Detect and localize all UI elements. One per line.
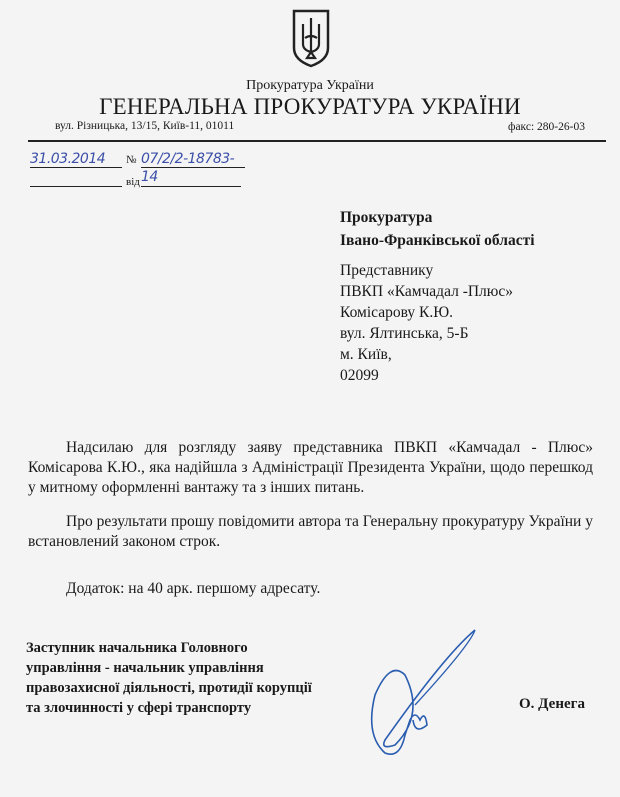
recipient-line: 02099 [340,367,379,384]
recipient-line: Представнику [340,262,434,279]
from-label: від [126,176,140,188]
header-divider [28,140,606,142]
incoming-date-line [141,176,241,187]
org-title: ГЕНЕРАЛЬНА ПРОКУРАТУРА УКРАЇНИ [99,94,521,119]
attachment-note: Додаток: на 40 арк. першому адресату. [66,580,321,597]
body-paragraph-2: Про результати прошу повідомити автора та Генеральну прокуратуру України у встановлений законом строк. [28,513,593,550]
signatory-name: О. Денега [519,696,585,712]
position-line: Заступник начальника Головного [26,640,248,656]
recipient-line: ПВКП «Камчадал -Плюс» [340,283,513,300]
outgoing-date: 31.03.2014 [30,151,106,167]
outgoing-date-field [30,150,122,168]
org-address: вул. Різницька, 13/15, Київ-11, 01011 [55,120,235,132]
recipient-line: м. Київ, [340,346,392,363]
org-fax: факс: 280-26-03 [508,121,585,133]
recipient-copy [340,260,513,386]
recipient-line: Комісарову К.Ю. [340,304,454,321]
coat-of-arms-icon [291,8,331,68]
recipient-line: Прокуратура [340,209,433,226]
recipient-line: Івано-Франківської області [340,232,535,249]
position-line: правозахисної діяльності, протидії корупції [26,680,312,696]
org-small-title: Прокуратура України [246,78,374,93]
recipient-line: вул. Ялтинська, 5-Б [340,325,469,342]
recipient-main [340,206,535,252]
outgoing-number-field [141,150,245,185]
outgoing-number: 07/2/2-18783-14 [141,151,235,185]
position-line: управління - начальник управління [26,660,264,676]
body-paragraph-1: Надсилаю для розгляду заяву представника ПВКП «Камчадал - Плюс» Комісарова К.Ю., яка надійшла з Адміністрації Президента України, щодо перешкод у митному оформленні вантажу та з інших питань. [28,439,593,496]
letter-body [28,438,593,599]
position-line: та злочинності у сфері транспорту [26,700,252,716]
handwritten-signature [355,625,485,760]
number-sign: № [126,154,137,166]
incoming-number-line [30,176,122,187]
signatory-position [26,638,312,718]
